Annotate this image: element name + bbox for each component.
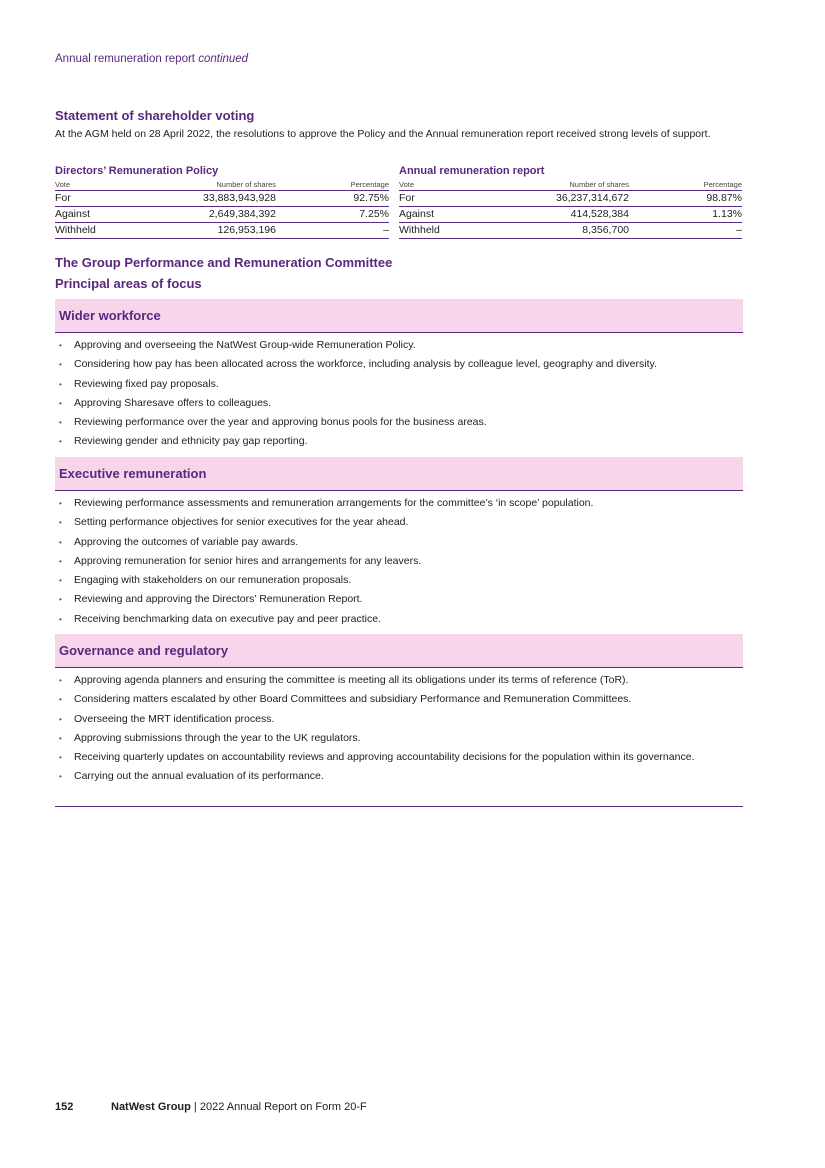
list-item: • Engaging with stakeholders on our remuneration proposals. bbox=[55, 574, 743, 588]
list-item: • Approving the outcomes of variable pay awards. bbox=[55, 536, 743, 550]
list-item: • Reviewing and approving the Directors’ Remuneration Report. bbox=[55, 593, 743, 607]
list-item: • Reviewing gender and ethnicity pay gap reporting. bbox=[55, 435, 743, 449]
bullet-list bbox=[55, 333, 743, 449]
table-row bbox=[399, 207, 742, 223]
cell-percentage: – bbox=[736, 224, 742, 236]
list-item: • Overseeing the MRT identification process. bbox=[55, 713, 743, 727]
footer-separator: | bbox=[190, 1101, 200, 1113]
col-header-shares: Number of shares bbox=[569, 180, 629, 189]
list-item: • Carrying out the annual evaluation of its performance. bbox=[55, 770, 743, 784]
cell-percentage: 1.13% bbox=[712, 208, 742, 220]
table-row bbox=[55, 223, 389, 239]
cell-vote: For bbox=[55, 192, 71, 204]
list-item: • Approving agenda planners and ensuring the committee is meeting all its obligations under its terms of reference (ToR). bbox=[55, 674, 743, 688]
table-title: Annual remuneration report bbox=[399, 165, 545, 177]
table-title: Directors’ Remuneration Policy bbox=[55, 165, 219, 177]
bullet-list bbox=[55, 491, 743, 626]
header-suffix: continued bbox=[198, 53, 249, 65]
col-header-percentage: Percentage bbox=[703, 180, 742, 189]
cell-percentage: – bbox=[383, 224, 389, 236]
bullet-list bbox=[55, 668, 743, 784]
focus-title: Principal areas of focus bbox=[55, 276, 202, 291]
cell-shares: 126,953,196 bbox=[217, 224, 276, 236]
list-item: • Approving and overseeing the NatWest Group-wide Remuneration Policy. bbox=[55, 339, 743, 353]
table-row bbox=[55, 207, 389, 223]
col-header-percentage: Percentage bbox=[350, 180, 389, 189]
page-number: 152 bbox=[55, 1101, 74, 1113]
cell-shares: 33,883,943,928 bbox=[203, 192, 276, 204]
running-header bbox=[55, 53, 248, 65]
focus-area-heading: Executive remuneration bbox=[55, 457, 743, 491]
cell-shares: 8,356,700 bbox=[582, 224, 629, 236]
cell-shares: 36,237,314,672 bbox=[556, 192, 629, 204]
table-header bbox=[55, 179, 389, 191]
col-header-shares: Number of shares bbox=[216, 180, 276, 189]
footer-document: 2022 Annual Report on Form 20-F bbox=[199, 1101, 367, 1113]
cell-vote: For bbox=[399, 192, 415, 204]
list-item: • Setting performance objectives for senior executives for the year ahead. bbox=[55, 516, 743, 530]
cell-vote: Against bbox=[55, 208, 91, 220]
table-row bbox=[399, 191, 742, 207]
list-item: • Approving Sharesave offers to colleagues. bbox=[55, 397, 743, 411]
list-item: • Reviewing performance assessments and remuneration arrangements for the committee’s ‘in scope’ population. bbox=[55, 497, 743, 511]
list-item: • Approving submissions through the year to the UK regulators. bbox=[55, 732, 743, 746]
committee-title: The Group Performance and Remuneration Committee bbox=[55, 255, 393, 270]
cell-vote: Withheld bbox=[399, 224, 440, 236]
cell-vote: Withheld bbox=[55, 224, 96, 236]
focus-area-wider-workforce bbox=[55, 299, 743, 455]
focus-area-heading: Governance and regulatory bbox=[55, 634, 743, 668]
report-vote-table bbox=[399, 164, 742, 239]
table-row bbox=[55, 191, 389, 207]
list-item: • Receiving quarterly updates on accountability reviews and approving accountability decisions for the population within its governance. bbox=[55, 751, 743, 765]
statement-intro: At the AGM held on 28 April 2022, the resolutions to approve the Policy and the Annual remuneration report received strong levels of support. bbox=[55, 128, 711, 140]
list-item: • Reviewing performance over the year and approving bonus pools for the business areas. bbox=[55, 416, 743, 430]
footer-brand: NatWest Group bbox=[111, 1101, 191, 1113]
list-item: • Considering matters escalated by other Board Committees and subsidiary Performance and Remuneration Committees. bbox=[55, 693, 743, 707]
list-item: • Receiving benchmarking data on executive pay and peer practice. bbox=[55, 613, 743, 627]
list-item: • Considering how pay has been allocated across the workforce, including analysis by colleague level, geography and diversity. bbox=[55, 358, 743, 372]
statement-title: Statement of shareholder voting bbox=[55, 108, 255, 123]
table-header bbox=[399, 179, 742, 191]
cell-percentage: 7.25% bbox=[359, 208, 389, 220]
header-title: Annual remuneration report bbox=[55, 53, 195, 65]
list-item: • Approving remuneration for senior hires and arrangements for any leavers. bbox=[55, 555, 743, 569]
section-divider bbox=[55, 806, 743, 807]
focus-area-heading: Wider workforce bbox=[55, 299, 743, 333]
cell-vote: Against bbox=[399, 208, 435, 220]
page-footer bbox=[55, 1101, 367, 1113]
cell-percentage: 98.87% bbox=[706, 192, 742, 204]
col-header-vote: Vote bbox=[55, 180, 71, 189]
cell-percentage: 92.75% bbox=[353, 192, 389, 204]
col-header-vote: Vote bbox=[399, 180, 415, 189]
focus-area-governance-regulatory bbox=[55, 634, 743, 790]
table-row bbox=[399, 223, 742, 239]
list-item: • Reviewing fixed pay proposals. bbox=[55, 378, 743, 392]
cell-shares: 2,649,384,392 bbox=[208, 208, 276, 220]
focus-area-executive-remuneration bbox=[55, 457, 743, 632]
policy-vote-table bbox=[55, 164, 389, 239]
cell-shares: 414,528,384 bbox=[570, 208, 629, 220]
